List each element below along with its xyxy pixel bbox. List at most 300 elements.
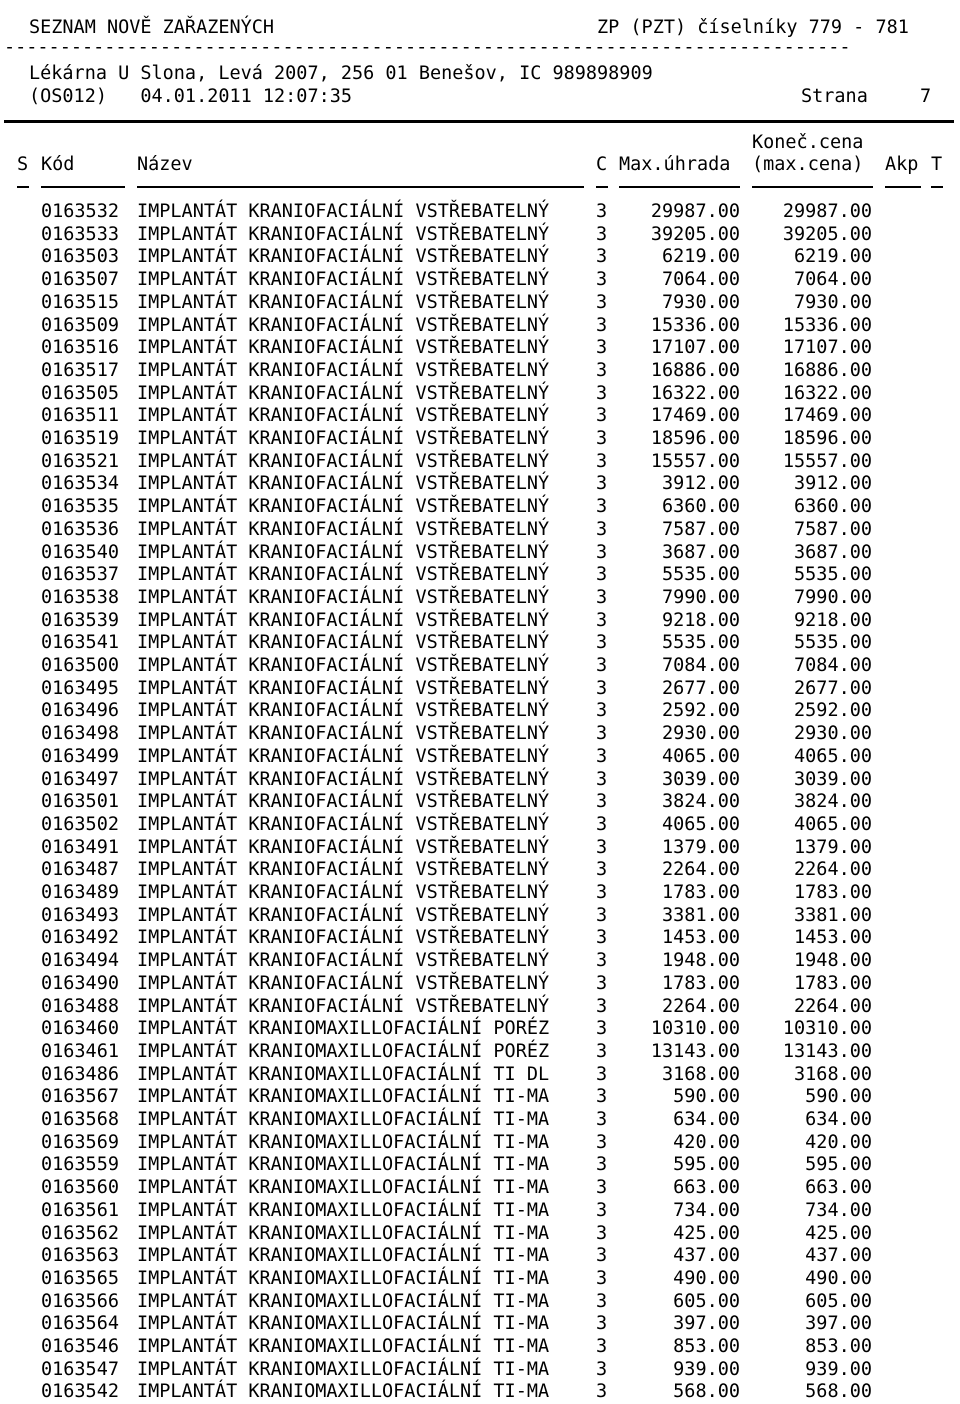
- item-max-reimbursement: 663.00: [673, 1177, 740, 1199]
- item-max-reimbursement: 1783.00: [662, 882, 740, 903]
- item-code: 0163568: [41, 1109, 119, 1130]
- table-row: [0, 541, 960, 564]
- item-name: IMPLANTÁT KRANIOFACIÁLNÍ VSTŘEBATELNÝ: [137, 859, 550, 881]
- item-code: 0163559: [41, 1154, 119, 1176]
- table-row: [0, 314, 960, 337]
- item-max-reimbursement: 853.00: [673, 1336, 740, 1357]
- item-max-reimbursement: 5535.00: [662, 564, 740, 586]
- item-final-price: 7930.00: [794, 291, 872, 313]
- item-name: IMPLANTÁT KRANIOFACIÁLNÍ VSTŘEBATELNÝ: [137, 609, 550, 631]
- item-final-price: 9218.00: [794, 609, 872, 631]
- item-code: 0163561: [41, 1199, 119, 1221]
- table-row: [0, 813, 960, 836]
- item-category: 3: [596, 609, 608, 631]
- item-category: 3: [596, 359, 608, 381]
- item-max-reimbursement: 734.00: [673, 1199, 740, 1221]
- item-code: 0163491: [41, 836, 119, 858]
- item-code: 0163495: [41, 677, 119, 699]
- item-max-reimbursement: 29987.00: [650, 201, 740, 222]
- item-code: 0163496: [41, 700, 119, 722]
- item-code: 0163490: [41, 972, 119, 994]
- item-name: IMPLANTÁT KRANIOFACIÁLNÍ VSTŘEBATELNÝ: [137, 337, 550, 359]
- item-category: 3: [596, 1222, 608, 1244]
- item-final-price: 437.00: [805, 1245, 872, 1267]
- item-code: 0163500: [41, 655, 119, 676]
- table-row: [0, 1290, 960, 1313]
- item-final-price: 3168.00: [794, 1063, 872, 1085]
- item-max-reimbursement: 595.00: [673, 1154, 740, 1176]
- item-code: 0163507: [41, 269, 119, 291]
- table-row: [0, 1358, 960, 1381]
- item-final-price: 15336.00: [782, 314, 872, 336]
- item-max-reimbursement: 17469.00: [650, 405, 740, 427]
- item-max-reimbursement: 7084.00: [662, 655, 740, 676]
- table-row: [0, 949, 960, 972]
- item-final-price: 16322.00: [782, 382, 872, 404]
- item-max-reimbursement: 2264.00: [662, 995, 740, 1017]
- item-category: 3: [596, 223, 608, 245]
- item-category: 3: [596, 1063, 608, 1085]
- dash-separator: ----------------------------------------------------------------------------: [4, 37, 851, 58]
- item-name: IMPLANTÁT KRANIOFACIÁLNÍ VSTŘEBATELNÝ: [137, 450, 550, 472]
- item-final-price: 6219.00: [794, 246, 872, 268]
- item-code: 0163540: [41, 541, 119, 563]
- item-code: 0163517: [41, 359, 119, 381]
- item-category: 3: [596, 405, 608, 427]
- underline-s: [17, 186, 29, 188]
- item-max-reimbursement: 17107.00: [650, 337, 740, 359]
- item-name: IMPLANTÁT KRANIOFACIÁLNÍ VSTŘEBATELNÝ: [137, 950, 550, 972]
- item-category: 3: [596, 450, 608, 472]
- item-max-reimbursement: 16322.00: [650, 382, 740, 404]
- item-final-price: 1948.00: [794, 950, 872, 972]
- item-category: 3: [596, 836, 608, 858]
- item-final-price: 39205.00: [782, 223, 872, 245]
- item-name: IMPLANTÁT KRANIOFACIÁLNÍ VSTŘEBATELNÝ: [137, 473, 550, 495]
- item-name: IMPLANTÁT KRANIOMAXILLOFACIÁLNÍ TI-MA: [137, 1199, 550, 1221]
- item-max-reimbursement: 3687.00: [662, 541, 740, 563]
- item-max-reimbursement: 1948.00: [662, 950, 740, 972]
- item-category: 3: [596, 882, 608, 903]
- item-max-reimbursement: 6360.00: [662, 496, 740, 518]
- item-category: 3: [596, 586, 608, 608]
- table-row: [0, 223, 960, 246]
- item-final-price: 1783.00: [794, 882, 872, 903]
- table-row: [0, 382, 960, 405]
- item-final-price: 2930.00: [794, 723, 872, 745]
- item-code: 0163560: [41, 1177, 119, 1199]
- item-category: 3: [596, 1199, 608, 1221]
- item-code: 0163534: [41, 473, 119, 495]
- item-name: IMPLANTÁT KRANIOFACIÁLNÍ VSTŘEBATELNÝ: [137, 201, 550, 222]
- item-name: IMPLANTÁT KRANIOMAXILLOFACIÁLNÍ TI-MA: [137, 1381, 550, 1403]
- item-name: IMPLANTÁT KRANIOFACIÁLNÍ VSTŘEBATELNÝ: [137, 586, 550, 608]
- col-header-max: Max.úhrada: [619, 154, 731, 175]
- item-code: 0163567: [41, 1086, 119, 1108]
- item-final-price: 3039.00: [794, 768, 872, 790]
- item-name: IMPLANTÁT KRANIOFACIÁLNÍ VSTŘEBATELNÝ: [137, 359, 550, 381]
- item-name: IMPLANTÁT KRANIOMAXILLOFACIÁLNÍ TI-MA: [137, 1154, 550, 1176]
- item-max-reimbursement: 605.00: [673, 1290, 740, 1312]
- item-category: 3: [596, 904, 608, 926]
- item-code: 0163499: [41, 745, 119, 767]
- table-row: [0, 404, 960, 427]
- item-category: 3: [596, 1313, 608, 1335]
- table-row: [0, 881, 960, 904]
- item-code: 0163565: [41, 1267, 119, 1289]
- item-final-price: 1453.00: [794, 927, 872, 949]
- item-max-reimbursement: 568.00: [673, 1381, 740, 1403]
- item-code: 0163497: [41, 768, 119, 790]
- col-header-code: Kód: [41, 154, 75, 175]
- item-category: 3: [596, 518, 608, 540]
- item-final-price: 2592.00: [794, 700, 872, 722]
- underline-final: [752, 186, 873, 188]
- col-header-name: Název: [137, 154, 193, 175]
- item-category: 3: [596, 632, 608, 654]
- item-final-price: 568.00: [805, 1381, 872, 1403]
- item-name: IMPLANTÁT KRANIOFACIÁLNÍ VSTŘEBATELNÝ: [137, 541, 550, 563]
- item-max-reimbursement: 2264.00: [662, 859, 740, 881]
- item-final-price: 1783.00: [794, 972, 872, 994]
- item-max-reimbursement: 39205.00: [650, 223, 740, 245]
- item-max-reimbursement: 3168.00: [662, 1063, 740, 1085]
- table-row: [0, 722, 960, 745]
- item-final-price: 15557.00: [782, 450, 872, 472]
- item-final-price: 3824.00: [794, 791, 872, 813]
- table-row: [0, 926, 960, 949]
- item-code: 0163461: [41, 1040, 119, 1062]
- item-final-price: 16886.00: [782, 359, 872, 381]
- item-max-reimbursement: 397.00: [673, 1313, 740, 1335]
- item-final-price: 29987.00: [782, 201, 872, 222]
- item-category: 3: [596, 768, 608, 790]
- item-final-price: 7990.00: [794, 586, 872, 608]
- table-row: [0, 518, 960, 541]
- item-max-reimbursement: 1453.00: [662, 927, 740, 949]
- table-row: [0, 1017, 960, 1040]
- item-name: IMPLANTÁT KRANIOFACIÁLNÍ VSTŘEBATELNÝ: [137, 791, 550, 813]
- table-row: [0, 472, 960, 495]
- item-category: 3: [596, 1040, 608, 1062]
- item-name: IMPLANTÁT KRANIOFACIÁLNÍ VSTŘEBATELNÝ: [137, 314, 550, 336]
- item-category: 3: [596, 950, 608, 972]
- item-name: IMPLANTÁT KRANIOMAXILLOFACIÁLNÍ TI-MA: [137, 1131, 550, 1153]
- report-subtitle: ZP (PZT) číselníky 779 - 781: [597, 17, 909, 38]
- item-name: IMPLANTÁT KRANIOFACIÁLNÍ VSTŘEBATELNÝ: [137, 700, 550, 722]
- item-name: IMPLANTÁT KRANIOMAXILLOFACIÁLNÍ TI-MA: [137, 1267, 550, 1289]
- item-code: 0163487: [41, 859, 119, 881]
- item-category: 3: [596, 791, 608, 813]
- item-max-reimbursement: 7990.00: [662, 586, 740, 608]
- item-category: 3: [596, 1177, 608, 1199]
- item-name: IMPLANTÁT KRANIOFACIÁLNÍ VSTŘEBATELNÝ: [137, 405, 550, 427]
- item-final-price: 1379.00: [794, 836, 872, 858]
- underline-max: [619, 186, 740, 188]
- table-row: [0, 790, 960, 813]
- page-label: Strana: [801, 86, 868, 107]
- item-category: 3: [596, 677, 608, 699]
- table-row: [0, 1085, 960, 1108]
- col-header-akp: Akp: [885, 154, 919, 175]
- item-max-reimbursement: 7064.00: [662, 269, 740, 291]
- item-name: IMPLANTÁT KRANIOMAXILLOFACIÁLNÍ TI-MA: [137, 1245, 550, 1267]
- item-max-reimbursement: 5535.00: [662, 632, 740, 654]
- item-category: 3: [596, 927, 608, 949]
- item-category: 3: [596, 1109, 608, 1130]
- item-code: 0163562: [41, 1222, 119, 1244]
- item-category: 3: [596, 972, 608, 994]
- item-code: 0163547: [41, 1358, 119, 1380]
- item-code: 0163541: [41, 632, 119, 654]
- item-max-reimbursement: 590.00: [673, 1086, 740, 1108]
- item-name: IMPLANTÁT KRANIOFACIÁLNÍ VSTŘEBATELNÝ: [137, 246, 550, 268]
- table-row: [0, 427, 960, 450]
- item-final-price: 490.00: [805, 1267, 872, 1289]
- item-final-price: 663.00: [805, 1177, 872, 1199]
- table-row: [0, 200, 960, 223]
- item-name: IMPLANTÁT KRANIOMAXILLOFACIÁLNÍ TI DL: [137, 1063, 550, 1085]
- item-max-reimbursement: 15336.00: [650, 314, 740, 336]
- item-max-reimbursement: 18596.00: [650, 428, 740, 449]
- item-final-price: 734.00: [805, 1199, 872, 1221]
- item-name: IMPLANTÁT KRANIOFACIÁLNÍ VSTŘEBATELNÝ: [137, 972, 550, 994]
- item-final-price: 2677.00: [794, 677, 872, 699]
- item-category: 3: [596, 1086, 608, 1108]
- item-code: 0163546: [41, 1336, 119, 1357]
- table-row: [0, 654, 960, 677]
- table-row: [0, 677, 960, 700]
- table-row: [0, 1222, 960, 1245]
- pharmacy-info: Lékárna U Slona, Levá 2007, 256 01 Benešov, IC 989898909: [29, 63, 653, 84]
- item-name: IMPLANTÁT KRANIOMAXILLOFACIÁLNÍ TI-MA: [137, 1109, 550, 1130]
- col-header-final-1: Koneč.cena: [752, 132, 864, 153]
- item-category: 3: [596, 723, 608, 745]
- item-max-reimbursement: 1379.00: [662, 836, 740, 858]
- item-category: 3: [596, 1018, 608, 1040]
- item-final-price: 13143.00: [782, 1040, 872, 1062]
- item-code: 0163564: [41, 1313, 119, 1335]
- item-name: IMPLANTÁT KRANIOFACIÁLNÍ VSTŘEBATELNÝ: [137, 269, 550, 291]
- item-name: IMPLANTÁT KRANIOFACIÁLNÍ VSTŘEBATELNÝ: [137, 223, 550, 245]
- underline-name: [137, 186, 584, 188]
- table-row: [0, 1063, 960, 1086]
- table-row: [0, 1312, 960, 1335]
- item-max-reimbursement: 4065.00: [662, 813, 740, 835]
- item-category: 3: [596, 1245, 608, 1267]
- item-final-price: 7587.00: [794, 518, 872, 540]
- item-category: 3: [596, 314, 608, 336]
- item-category: 3: [596, 1154, 608, 1176]
- item-name: IMPLANTÁT KRANIOFACIÁLNÍ VSTŘEBATELNÝ: [137, 291, 550, 313]
- item-final-price: 18596.00: [782, 428, 872, 449]
- item-code: 0163521: [41, 450, 119, 472]
- header-rule: [4, 120, 954, 123]
- item-max-reimbursement: 9218.00: [662, 609, 740, 631]
- item-max-reimbursement: 7930.00: [662, 291, 740, 313]
- item-category: 3: [596, 201, 608, 222]
- item-category: 3: [596, 995, 608, 1017]
- item-name: IMPLANTÁT KRANIOFACIÁLNÍ VSTŘEBATELNÝ: [137, 745, 550, 767]
- item-max-reimbursement: 4065.00: [662, 745, 740, 767]
- table-row: [0, 745, 960, 768]
- table-row: [0, 768, 960, 791]
- table-row: [0, 858, 960, 881]
- item-category: 3: [596, 859, 608, 881]
- item-name: IMPLANTÁT KRANIOFACIÁLNÍ VSTŘEBATELNÝ: [137, 768, 550, 790]
- item-code: 0163498: [41, 723, 119, 745]
- item-category: 3: [596, 541, 608, 563]
- item-final-price: 10310.00: [782, 1018, 872, 1040]
- underline-t: [931, 186, 943, 188]
- item-code: 0163539: [41, 609, 119, 631]
- item-name: IMPLANTÁT KRANIOFACIÁLNÍ VSTŘEBATELNÝ: [137, 518, 550, 540]
- item-max-reimbursement: 3824.00: [662, 791, 740, 813]
- table-row: [0, 563, 960, 586]
- item-code: 0163538: [41, 586, 119, 608]
- item-code: 0163486: [41, 1063, 119, 1085]
- item-max-reimbursement: 2677.00: [662, 677, 740, 699]
- item-code: 0163501: [41, 791, 119, 813]
- item-code: 0163515: [41, 291, 119, 313]
- item-code: 0163489: [41, 882, 119, 903]
- table-row: [0, 631, 960, 654]
- item-name: IMPLANTÁT KRANIOFACIÁLNÍ VSTŘEBATELNÝ: [137, 813, 550, 835]
- item-final-price: 2264.00: [794, 995, 872, 1017]
- item-code: 0163563: [41, 1245, 119, 1267]
- item-category: 3: [596, 428, 608, 449]
- table-row: [0, 586, 960, 609]
- item-max-reimbursement: 2592.00: [662, 700, 740, 722]
- item-name: IMPLANTÁT KRANIOFACIÁLNÍ VSTŘEBATELNÝ: [137, 836, 550, 858]
- table-row: [0, 268, 960, 291]
- item-max-reimbursement: 6219.00: [662, 246, 740, 268]
- item-final-price: 17107.00: [782, 337, 872, 359]
- table-row: [0, 450, 960, 473]
- page-number: 7: [920, 86, 932, 107]
- item-category: 3: [596, 655, 608, 676]
- item-code: 0163503: [41, 246, 119, 268]
- item-name: IMPLANTÁT KRANIOFACIÁLNÍ VSTŘEBATELNÝ: [137, 496, 550, 518]
- item-code: 0163488: [41, 995, 119, 1017]
- item-max-reimbursement: 3039.00: [662, 768, 740, 790]
- item-code: 0163533: [41, 223, 119, 245]
- item-max-reimbursement: 425.00: [673, 1222, 740, 1244]
- item-category: 3: [596, 382, 608, 404]
- item-max-reimbursement: 634.00: [673, 1109, 740, 1130]
- table-row: [0, 995, 960, 1018]
- item-final-price: 939.00: [805, 1358, 872, 1380]
- item-final-price: 853.00: [805, 1336, 872, 1357]
- item-code: 0163569: [41, 1131, 119, 1153]
- item-code: 0163519: [41, 428, 119, 449]
- item-final-price: 17469.00: [782, 405, 872, 427]
- col-header-s: S: [17, 154, 29, 175]
- item-final-price: 4065.00: [794, 813, 872, 835]
- table-row: [0, 1153, 960, 1176]
- item-name: IMPLANTÁT KRANIOMAXILLOFACIÁLNÍ PORÉZ: [137, 1040, 550, 1062]
- item-final-price: 3381.00: [794, 904, 872, 926]
- item-category: 3: [596, 564, 608, 586]
- item-code: 0163542: [41, 1381, 119, 1403]
- col-header-t: T: [931, 154, 943, 175]
- table-row: [0, 291, 960, 314]
- item-max-reimbursement: 420.00: [673, 1131, 740, 1153]
- item-code: 0163494: [41, 950, 119, 972]
- report-title: SEZNAM NOVĚ ZAŘAZENÝCH: [29, 17, 275, 38]
- item-final-price: 634.00: [805, 1109, 872, 1130]
- item-code: 0163509: [41, 314, 119, 336]
- item-name: IMPLANTÁT KRANIOFACIÁLNÍ VSTŘEBATELNÝ: [137, 564, 550, 586]
- table-row: [0, 609, 960, 632]
- item-code: 0163502: [41, 813, 119, 835]
- item-name: IMPLANTÁT KRANIOMAXILLOFACIÁLNÍ TI-MA: [137, 1336, 550, 1357]
- item-final-price: 420.00: [805, 1131, 872, 1153]
- table-row: [0, 495, 960, 518]
- item-code: 0163532: [41, 201, 119, 222]
- table-row: [0, 1335, 960, 1358]
- item-name: IMPLANTÁT KRANIOFACIÁLNÍ VSTŘEBATELNÝ: [137, 655, 550, 676]
- item-final-price: 397.00: [805, 1313, 872, 1335]
- table-row: [0, 336, 960, 359]
- item-category: 3: [596, 269, 608, 291]
- item-name: IMPLANTÁT KRANIOMAXILLOFACIÁLNÍ TI-MA: [137, 1177, 550, 1199]
- item-max-reimbursement: 1783.00: [662, 972, 740, 994]
- table-row: [0, 1380, 960, 1403]
- item-final-price: 5535.00: [794, 632, 872, 654]
- table-row: [0, 1176, 960, 1199]
- item-name: IMPLANTÁT KRANIOMAXILLOFACIÁLNÍ PORÉZ: [137, 1018, 550, 1040]
- item-category: 3: [596, 291, 608, 313]
- table-row: [0, 359, 960, 382]
- item-final-price: 3687.00: [794, 541, 872, 563]
- item-code: 0163460: [41, 1018, 119, 1040]
- item-name: IMPLANTÁT KRANIOMAXILLOFACIÁLNÍ TI-MA: [137, 1290, 550, 1312]
- item-max-reimbursement: 10310.00: [650, 1018, 740, 1040]
- item-name: IMPLANTÁT KRANIOFACIÁLNÍ VSTŘEBATELNÝ: [137, 904, 550, 926]
- item-category: 3: [596, 473, 608, 495]
- item-category: 3: [596, 813, 608, 835]
- item-category: 3: [596, 1267, 608, 1289]
- item-category: 3: [596, 745, 608, 767]
- item-name: IMPLANTÁT KRANIOFACIÁLNÍ VSTŘEBATELNÝ: [137, 723, 550, 745]
- item-max-reimbursement: 7587.00: [662, 518, 740, 540]
- underline-c: [596, 186, 608, 188]
- item-code: 0163492: [41, 927, 119, 949]
- item-final-price: 605.00: [805, 1290, 872, 1312]
- item-code: 0163511: [41, 405, 119, 427]
- table-row: [0, 1040, 960, 1063]
- item-category: 3: [596, 246, 608, 268]
- item-final-price: 590.00: [805, 1086, 872, 1108]
- item-name: IMPLANTÁT KRANIOFACIÁLNÍ VSTŘEBATELNÝ: [137, 632, 550, 654]
- item-max-reimbursement: 13143.00: [650, 1040, 740, 1062]
- item-code: 0163505: [41, 382, 119, 404]
- item-final-price: 7064.00: [794, 269, 872, 291]
- table-row: [0, 699, 960, 722]
- item-code: 0163516: [41, 337, 119, 359]
- item-max-reimbursement: 2930.00: [662, 723, 740, 745]
- item-max-reimbursement: 437.00: [673, 1245, 740, 1267]
- item-category: 3: [596, 1290, 608, 1312]
- item-name: IMPLANTÁT KRANIOFACIÁLNÍ VSTŘEBATELNÝ: [137, 927, 550, 949]
- item-max-reimbursement: 16886.00: [650, 359, 740, 381]
- item-name: IMPLANTÁT KRANIOFACIÁLNÍ VSTŘEBATELNÝ: [137, 995, 550, 1017]
- col-header-c: C: [596, 154, 608, 175]
- item-code: 0163566: [41, 1290, 119, 1312]
- table-row: [0, 972, 960, 995]
- item-category: 3: [596, 496, 608, 518]
